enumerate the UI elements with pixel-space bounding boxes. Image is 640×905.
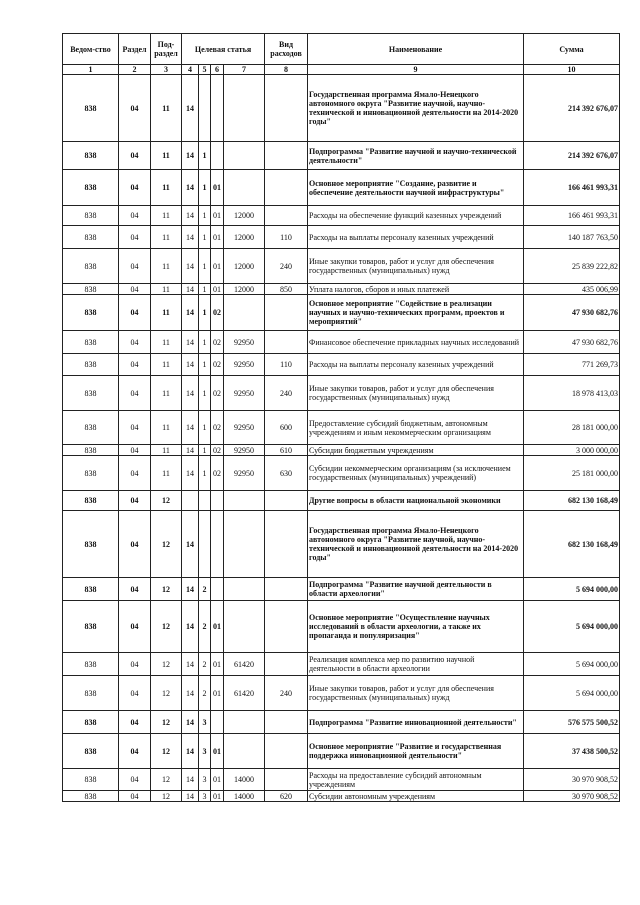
cell-sum: 47 930 682,76 bbox=[524, 331, 620, 354]
cell-target-subprogram: 1 bbox=[199, 411, 211, 445]
table-row bbox=[63, 578, 620, 601]
cell-razdel: 04 bbox=[119, 456, 151, 491]
cell-podrazdel: 12 bbox=[151, 653, 182, 676]
cell-target-event: 02 bbox=[211, 295, 224, 331]
cell-target-subprogram: 3 bbox=[199, 791, 211, 802]
cell-razdel: 04 bbox=[119, 226, 151, 249]
cell-name: Основное мероприятие "Развитие и государственная поддержка инновационной деятельности" bbox=[308, 734, 524, 769]
cell-target-program: 14 bbox=[182, 601, 199, 653]
column-number: 2 bbox=[119, 65, 151, 75]
header-expense-type: Вид расходов bbox=[265, 34, 308, 65]
cell-expense-type bbox=[265, 653, 308, 676]
cell-target-program: 14 bbox=[182, 249, 199, 284]
cell-target-direction: 12000 bbox=[224, 249, 265, 284]
cell-target-event: 02 bbox=[211, 456, 224, 491]
column-number-row bbox=[63, 65, 620, 75]
cell-sum: 214 392 676,07 bbox=[524, 75, 620, 142]
cell-name: Государственная программа Ямало-Ненецкого автономного округа "Развитие научной, научно-технической и инновационной деятельности на 2014-2020 годы" bbox=[308, 75, 524, 142]
cell-target-event bbox=[211, 711, 224, 734]
cell-target-subprogram: 1 bbox=[199, 331, 211, 354]
cell-target-event: 01 bbox=[211, 249, 224, 284]
cell-expense-type: 110 bbox=[265, 354, 308, 376]
cell-target-subprogram: 3 bbox=[199, 769, 211, 791]
cell-target-program: 14 bbox=[182, 331, 199, 354]
cell-target-subprogram: 1 bbox=[199, 206, 211, 226]
cell-target-event: 02 bbox=[211, 331, 224, 354]
cell-target-event bbox=[211, 578, 224, 601]
cell-target-event: 01 bbox=[211, 769, 224, 791]
cell-target-subprogram bbox=[199, 511, 211, 578]
cell-target-direction bbox=[224, 601, 265, 653]
cell-target-program: 14 bbox=[182, 676, 199, 711]
cell-target-subprogram: 2 bbox=[199, 653, 211, 676]
cell-target-direction: 14000 bbox=[224, 769, 265, 791]
table-row bbox=[63, 295, 620, 331]
cell-razdel: 04 bbox=[119, 445, 151, 456]
cell-podrazdel: 11 bbox=[151, 354, 182, 376]
cell-name: Субсидии бюджетным учреждениям bbox=[308, 445, 524, 456]
cell-razdel: 04 bbox=[119, 249, 151, 284]
cell-target-direction: 92950 bbox=[224, 376, 265, 411]
table-row bbox=[63, 170, 620, 206]
cell-vedomstvo: 838 bbox=[63, 206, 119, 226]
cell-name: Предоставление субсидий бюджетным, автономным учреждениям и иным некоммерческим организациям bbox=[308, 411, 524, 445]
cell-vedomstvo: 838 bbox=[63, 456, 119, 491]
cell-vedomstvo: 838 bbox=[63, 769, 119, 791]
cell-razdel: 04 bbox=[119, 769, 151, 791]
cell-target-program: 14 bbox=[182, 711, 199, 734]
cell-expense-type bbox=[265, 142, 308, 170]
cell-name: Финансовое обеспечение прикладных научных исследований bbox=[308, 331, 524, 354]
cell-expense-type: 630 bbox=[265, 456, 308, 491]
header-vedomstvo: Ведом-ство bbox=[63, 34, 119, 65]
cell-sum: 166 461 993,31 bbox=[524, 170, 620, 206]
cell-name: Подпрограмма "Развитие научной деятельности в области археологии" bbox=[308, 578, 524, 601]
cell-target-program: 14 bbox=[182, 354, 199, 376]
cell-target-program: 14 bbox=[182, 206, 199, 226]
cell-razdel: 04 bbox=[119, 354, 151, 376]
cell-podrazdel: 11 bbox=[151, 376, 182, 411]
cell-target-event: 02 bbox=[211, 445, 224, 456]
cell-podrazdel: 11 bbox=[151, 170, 182, 206]
cell-podrazdel: 12 bbox=[151, 491, 182, 511]
cell-target-program: 14 bbox=[182, 295, 199, 331]
cell-podrazdel: 12 bbox=[151, 676, 182, 711]
cell-expense-type bbox=[265, 734, 308, 769]
cell-sum: 25 839 222,82 bbox=[524, 249, 620, 284]
cell-podrazdel: 11 bbox=[151, 295, 182, 331]
cell-name: Основное мероприятие "Создание, развитие и обеспечение деятельности научной инфраструктуры" bbox=[308, 170, 524, 206]
cell-expense-type: 110 bbox=[265, 226, 308, 249]
cell-expense-type: 240 bbox=[265, 249, 308, 284]
table-row bbox=[63, 653, 620, 676]
cell-razdel: 04 bbox=[119, 331, 151, 354]
cell-name: Другие вопросы в области национальной экономики bbox=[308, 491, 524, 511]
table-row bbox=[63, 354, 620, 376]
cell-podrazdel: 12 bbox=[151, 791, 182, 802]
cell-podrazdel: 11 bbox=[151, 142, 182, 170]
cell-expense-type: 610 bbox=[265, 445, 308, 456]
cell-target-event: 01 bbox=[211, 170, 224, 206]
cell-sum: 140 187 763,50 bbox=[524, 226, 620, 249]
cell-target-program: 14 bbox=[182, 445, 199, 456]
cell-target-event: 01 bbox=[211, 284, 224, 295]
cell-target-direction: 92950 bbox=[224, 354, 265, 376]
cell-target-direction: 14000 bbox=[224, 791, 265, 802]
cell-target-event bbox=[211, 75, 224, 142]
cell-target-event bbox=[211, 511, 224, 578]
table-row bbox=[63, 791, 620, 802]
cell-target-program: 14 bbox=[182, 734, 199, 769]
table-row bbox=[63, 376, 620, 411]
cell-target-direction: 92950 bbox=[224, 331, 265, 354]
cell-expense-type bbox=[265, 75, 308, 142]
cell-target-event: 01 bbox=[211, 734, 224, 769]
cell-sum: 214 392 676,07 bbox=[524, 142, 620, 170]
column-number: 3 bbox=[151, 65, 182, 75]
cell-target-subprogram: 3 bbox=[199, 711, 211, 734]
cell-target-subprogram: 1 bbox=[199, 284, 211, 295]
table-row bbox=[63, 734, 620, 769]
table-row bbox=[63, 601, 620, 653]
cell-name: Реализация комплекса мер по развитию научной деятельности в области археологии bbox=[308, 653, 524, 676]
table-row bbox=[63, 249, 620, 284]
table-row bbox=[63, 75, 620, 142]
table-row bbox=[63, 331, 620, 354]
header-name: Наименование bbox=[308, 34, 524, 65]
cell-target-subprogram: 1 bbox=[199, 295, 211, 331]
cell-podrazdel: 11 bbox=[151, 456, 182, 491]
cell-target-event: 01 bbox=[211, 791, 224, 802]
cell-sum: 18 978 413,03 bbox=[524, 376, 620, 411]
column-number: 6 bbox=[211, 65, 224, 75]
table-row bbox=[63, 491, 620, 511]
cell-name: Государственная программа Ямало-Ненецкого автономного округа "Развитие научной, научно-технической и инновационной деятельности на 2014-2020 годы" bbox=[308, 511, 524, 578]
cell-vedomstvo: 838 bbox=[63, 411, 119, 445]
cell-podrazdel: 12 bbox=[151, 511, 182, 578]
cell-razdel: 04 bbox=[119, 142, 151, 170]
cell-target-direction bbox=[224, 734, 265, 769]
header-sum: Сумма bbox=[524, 34, 620, 65]
cell-podrazdel: 12 bbox=[151, 769, 182, 791]
cell-target-direction: 12000 bbox=[224, 226, 265, 249]
cell-target-subprogram: 1 bbox=[199, 354, 211, 376]
header-podrazdel: Под-раздел bbox=[151, 34, 182, 65]
cell-expense-type bbox=[265, 601, 308, 653]
cell-podrazdel: 11 bbox=[151, 206, 182, 226]
cell-expense-type: 600 bbox=[265, 411, 308, 445]
cell-target-event: 01 bbox=[211, 601, 224, 653]
cell-name: Иные закупки товаров, работ и услуг для обеспечения государственных (муниципальных) нужд bbox=[308, 376, 524, 411]
cell-name: Иные закупки товаров, работ и услуг для обеспечения государственных (муниципальных) нужд bbox=[308, 676, 524, 711]
cell-razdel: 04 bbox=[119, 411, 151, 445]
cell-target-program: 14 bbox=[182, 511, 199, 578]
table-row bbox=[63, 676, 620, 711]
cell-target-program: 14 bbox=[182, 170, 199, 206]
cell-sum: 576 575 500,52 bbox=[524, 711, 620, 734]
cell-target-direction: 12000 bbox=[224, 284, 265, 295]
cell-target-event bbox=[211, 142, 224, 170]
cell-vedomstvo: 838 bbox=[63, 791, 119, 802]
cell-vedomstvo: 838 bbox=[63, 578, 119, 601]
cell-target-direction: 92950 bbox=[224, 445, 265, 456]
cell-expense-type bbox=[265, 711, 308, 734]
cell-sum: 28 181 000,00 bbox=[524, 411, 620, 445]
cell-name: Основное мероприятие "Осуществление научных исследований в области археологии, а также их пропаганда и популяризация" bbox=[308, 601, 524, 653]
cell-vedomstvo: 838 bbox=[63, 354, 119, 376]
cell-vedomstvo: 838 bbox=[63, 734, 119, 769]
cell-target-subprogram: 1 bbox=[199, 142, 211, 170]
cell-razdel: 04 bbox=[119, 601, 151, 653]
cell-name: Расходы на предоставление субсидий автономным учреждениям bbox=[308, 769, 524, 791]
cell-podrazdel: 11 bbox=[151, 445, 182, 456]
cell-expense-type bbox=[265, 578, 308, 601]
column-number: 5 bbox=[199, 65, 211, 75]
cell-podrazdel: 11 bbox=[151, 226, 182, 249]
cell-vedomstvo: 838 bbox=[63, 331, 119, 354]
cell-vedomstvo: 838 bbox=[63, 376, 119, 411]
table-row bbox=[63, 284, 620, 295]
cell-target-direction bbox=[224, 578, 265, 601]
cell-sum: 682 130 168,49 bbox=[524, 511, 620, 578]
cell-target-subprogram: 1 bbox=[199, 376, 211, 411]
cell-name: Подпрограмма "Развитие инновационной деятельности" bbox=[308, 711, 524, 734]
budget-table bbox=[62, 33, 620, 802]
table-row bbox=[63, 142, 620, 170]
cell-podrazdel: 11 bbox=[151, 284, 182, 295]
table-header bbox=[63, 34, 620, 75]
cell-razdel: 04 bbox=[119, 491, 151, 511]
cell-target-subprogram: 1 bbox=[199, 170, 211, 206]
cell-sum: 30 970 908,52 bbox=[524, 791, 620, 802]
cell-sum: 166 461 993,31 bbox=[524, 206, 620, 226]
cell-target-program bbox=[182, 491, 199, 511]
cell-vedomstvo: 838 bbox=[63, 226, 119, 249]
cell-name: Расходы на выплаты персоналу казенных учреждений bbox=[308, 354, 524, 376]
cell-razdel: 04 bbox=[119, 511, 151, 578]
cell-vedomstvo: 838 bbox=[63, 601, 119, 653]
cell-podrazdel: 11 bbox=[151, 331, 182, 354]
cell-target-program: 14 bbox=[182, 142, 199, 170]
cell-target-program: 14 bbox=[182, 653, 199, 676]
cell-expense-type bbox=[265, 511, 308, 578]
cell-podrazdel: 11 bbox=[151, 249, 182, 284]
cell-target-event bbox=[211, 491, 224, 511]
cell-name: Расходы на обеспечение функций казенных учреждений bbox=[308, 206, 524, 226]
cell-expense-type bbox=[265, 769, 308, 791]
table-row bbox=[63, 711, 620, 734]
cell-target-program: 14 bbox=[182, 411, 199, 445]
cell-sum: 30 970 908,52 bbox=[524, 769, 620, 791]
cell-expense-type: 620 bbox=[265, 791, 308, 802]
cell-target-subprogram: 2 bbox=[199, 676, 211, 711]
cell-vedomstvo: 838 bbox=[63, 653, 119, 676]
cell-target-event: 01 bbox=[211, 206, 224, 226]
cell-vedomstvo: 838 bbox=[63, 676, 119, 711]
cell-razdel: 04 bbox=[119, 295, 151, 331]
cell-expense-type: 850 bbox=[265, 284, 308, 295]
cell-target-direction bbox=[224, 75, 265, 142]
cell-target-subprogram: 1 bbox=[199, 249, 211, 284]
cell-razdel: 04 bbox=[119, 170, 151, 206]
cell-razdel: 04 bbox=[119, 206, 151, 226]
cell-target-direction bbox=[224, 711, 265, 734]
cell-target-direction bbox=[224, 295, 265, 331]
cell-expense-type: 240 bbox=[265, 376, 308, 411]
cell-target-direction bbox=[224, 511, 265, 578]
cell-vedomstvo: 838 bbox=[63, 511, 119, 578]
cell-expense-type bbox=[265, 170, 308, 206]
cell-razdel: 04 bbox=[119, 376, 151, 411]
table-row bbox=[63, 445, 620, 456]
cell-podrazdel: 12 bbox=[151, 734, 182, 769]
cell-razdel: 04 bbox=[119, 578, 151, 601]
cell-podrazdel: 11 bbox=[151, 411, 182, 445]
cell-target-program: 14 bbox=[182, 578, 199, 601]
cell-sum: 3 000 000,00 bbox=[524, 445, 620, 456]
cell-sum: 47 930 682,76 bbox=[524, 295, 620, 331]
cell-target-direction: 92950 bbox=[224, 411, 265, 445]
cell-expense-type bbox=[265, 491, 308, 511]
cell-target-direction bbox=[224, 170, 265, 206]
cell-razdel: 04 bbox=[119, 75, 151, 142]
cell-podrazdel: 12 bbox=[151, 578, 182, 601]
column-number: 4 bbox=[182, 65, 199, 75]
cell-razdel: 04 bbox=[119, 734, 151, 769]
cell-target-direction: 12000 bbox=[224, 206, 265, 226]
cell-vedomstvo: 838 bbox=[63, 711, 119, 734]
cell-sum: 435 006,99 bbox=[524, 284, 620, 295]
cell-target-event: 01 bbox=[211, 226, 224, 249]
header-razdel: Раздел bbox=[119, 34, 151, 65]
cell-target-program: 14 bbox=[182, 456, 199, 491]
cell-target-direction: 61420 bbox=[224, 653, 265, 676]
cell-target-event: 02 bbox=[211, 411, 224, 445]
cell-sum: 771 269,73 bbox=[524, 354, 620, 376]
cell-name: Уплата налогов, сборов и иных платежей bbox=[308, 284, 524, 295]
cell-target-program: 14 bbox=[182, 75, 199, 142]
column-number: 8 bbox=[265, 65, 308, 75]
cell-name: Подпрограмма "Развитие научной и научно-технической деятельности" bbox=[308, 142, 524, 170]
cell-vedomstvo: 838 bbox=[63, 445, 119, 456]
cell-target-subprogram bbox=[199, 75, 211, 142]
cell-target-event: 02 bbox=[211, 354, 224, 376]
cell-vedomstvo: 838 bbox=[63, 284, 119, 295]
cell-target-event: 01 bbox=[211, 676, 224, 711]
table-row bbox=[63, 411, 620, 445]
cell-target-event: 02 bbox=[211, 376, 224, 411]
cell-razdel: 04 bbox=[119, 711, 151, 734]
cell-razdel: 04 bbox=[119, 791, 151, 802]
cell-vedomstvo: 838 bbox=[63, 491, 119, 511]
cell-target-program: 14 bbox=[182, 791, 199, 802]
cell-sum: 682 130 168,49 bbox=[524, 491, 620, 511]
table-row bbox=[63, 206, 620, 226]
table-row bbox=[63, 769, 620, 791]
cell-expense-type bbox=[265, 295, 308, 331]
cell-vedomstvo: 838 bbox=[63, 75, 119, 142]
cell-target-direction: 61420 bbox=[224, 676, 265, 711]
table-row bbox=[63, 511, 620, 578]
cell-expense-type bbox=[265, 206, 308, 226]
cell-name: Субсидии автономным учреждениям bbox=[308, 791, 524, 802]
cell-podrazdel: 12 bbox=[151, 711, 182, 734]
cell-target-program: 14 bbox=[182, 284, 199, 295]
cell-target-program: 14 bbox=[182, 769, 199, 791]
cell-razdel: 04 bbox=[119, 676, 151, 711]
cell-sum: 37 438 500,52 bbox=[524, 734, 620, 769]
cell-target-subprogram bbox=[199, 491, 211, 511]
cell-target-direction bbox=[224, 142, 265, 170]
column-number: 10 bbox=[524, 65, 620, 75]
cell-sum: 5 694 000,00 bbox=[524, 601, 620, 653]
cell-sum: 5 694 000,00 bbox=[524, 578, 620, 601]
table-row bbox=[63, 456, 620, 491]
cell-razdel: 04 bbox=[119, 284, 151, 295]
cell-target-subprogram: 1 bbox=[199, 456, 211, 491]
header-target-article: Целевая статья bbox=[182, 34, 265, 65]
column-number: 7 bbox=[224, 65, 265, 75]
cell-sum: 5 694 000,00 bbox=[524, 676, 620, 711]
cell-vedomstvo: 838 bbox=[63, 170, 119, 206]
cell-razdel: 04 bbox=[119, 653, 151, 676]
cell-sum: 5 694 000,00 bbox=[524, 653, 620, 676]
cell-podrazdel: 12 bbox=[151, 601, 182, 653]
cell-name: Основное мероприятие "Содействие в реализации научных и научно-технических программ, проектов и мероприятий" bbox=[308, 295, 524, 331]
column-number: 9 bbox=[308, 65, 524, 75]
cell-expense-type bbox=[265, 331, 308, 354]
cell-target-event: 01 bbox=[211, 653, 224, 676]
cell-vedomstvo: 838 bbox=[63, 295, 119, 331]
cell-podrazdel: 11 bbox=[151, 75, 182, 142]
cell-sum: 25 181 000,00 bbox=[524, 456, 620, 491]
cell-expense-type: 240 bbox=[265, 676, 308, 711]
cell-name: Расходы на выплаты персоналу казенных учреждений bbox=[308, 226, 524, 249]
cell-name: Субсидии некоммерческим организациям (за исключением государственных (муниципальных) учреждений) bbox=[308, 456, 524, 491]
cell-vedomstvo: 838 bbox=[63, 142, 119, 170]
cell-name: Иные закупки товаров, работ и услуг для обеспечения государственных (муниципальных) нужд bbox=[308, 249, 524, 284]
cell-target-subprogram: 1 bbox=[199, 226, 211, 249]
table-body bbox=[63, 75, 620, 802]
cell-target-direction: 92950 bbox=[224, 456, 265, 491]
cell-target-subprogram: 1 bbox=[199, 445, 211, 456]
cell-vedomstvo: 838 bbox=[63, 249, 119, 284]
column-number: 1 bbox=[63, 65, 119, 75]
cell-target-subprogram: 2 bbox=[199, 578, 211, 601]
cell-target-subprogram: 2 bbox=[199, 601, 211, 653]
cell-target-program: 14 bbox=[182, 226, 199, 249]
header-row bbox=[63, 34, 620, 65]
cell-target-program: 14 bbox=[182, 376, 199, 411]
cell-target-subprogram: 3 bbox=[199, 734, 211, 769]
table-row bbox=[63, 226, 620, 249]
cell-target-direction bbox=[224, 491, 265, 511]
